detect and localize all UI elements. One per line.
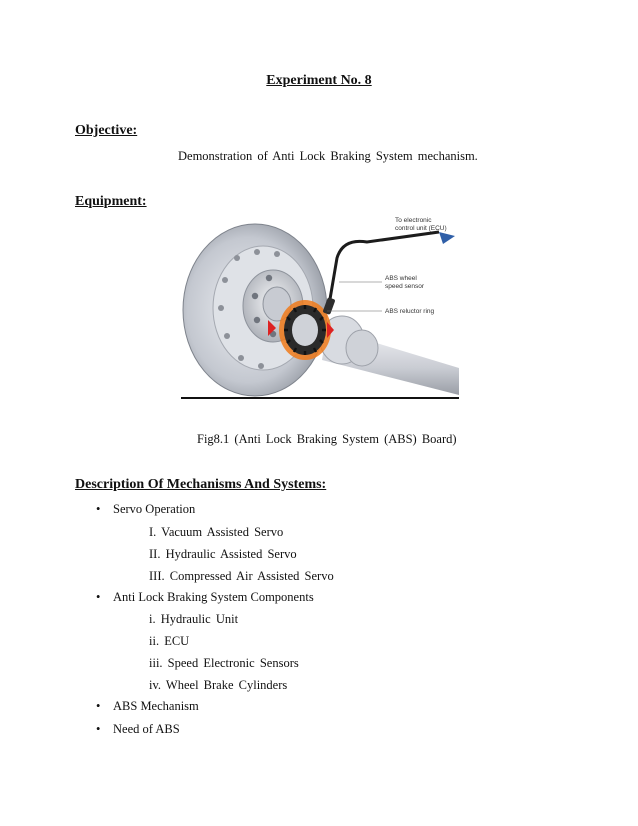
bullet-abs-mechanism [96, 699, 199, 714]
equipment-heading: Equipment: [75, 194, 147, 209]
list-item: I. Vacuum Assisted Servo [149, 525, 284, 539]
list-item: iv. Wheel Brake Cylinders [149, 678, 288, 692]
figure-underline [181, 397, 459, 399]
bullet-need-of-abs [96, 722, 180, 737]
bullet-label: Anti Lock Braking System Components [113, 590, 314, 604]
bullet-icon: • [96, 699, 101, 713]
list-item: ii. ECU [149, 634, 190, 648]
abs-brake-illustration [177, 210, 465, 400]
abs-figure [177, 210, 465, 400]
label-sensor-line1: ABS wheel [385, 275, 417, 282]
ecu-arrow-icon [439, 232, 455, 244]
description-heading: Description Of Mechanisms And Systems: [75, 477, 327, 492]
label-sensor-line2: speed sensor [385, 283, 425, 290]
objective-text: Demonstration of Anti Lock Braking System mechanism. [178, 149, 478, 163]
bullet-label: Servo Operation [113, 502, 196, 516]
label-reluctor: ABS reluctor ring [385, 308, 435, 315]
list-item: iii. Speed Electronic Sensors [149, 656, 299, 670]
list-item: i. Hydraulic Unit [149, 612, 239, 626]
page-title: Experiment No. 8 [266, 73, 372, 88]
bullet-label: Need of ABS [113, 722, 180, 736]
bullet-icon: • [96, 722, 101, 736]
sensor-cable [329, 232, 439, 305]
bullet-icon: • [96, 590, 101, 604]
list-item: III. Compressed Air Assisted Servo [149, 569, 334, 583]
bullet-abs-components [96, 590, 314, 605]
list-item: II. Hydraulic Assisted Servo [149, 547, 297, 561]
bullet-servo-operation [96, 502, 196, 517]
figure-caption: Fig8.1 (Anti Lock Braking System (ABS) Board) [197, 432, 457, 446]
label-ecu-line2: control unit (ECU) [395, 225, 447, 232]
label-ecu-line1: To electronic [395, 217, 432, 224]
bullet-icon: • [96, 502, 101, 516]
objective-heading: Objective: [75, 123, 138, 138]
bullet-label: ABS Mechanism [113, 699, 199, 713]
